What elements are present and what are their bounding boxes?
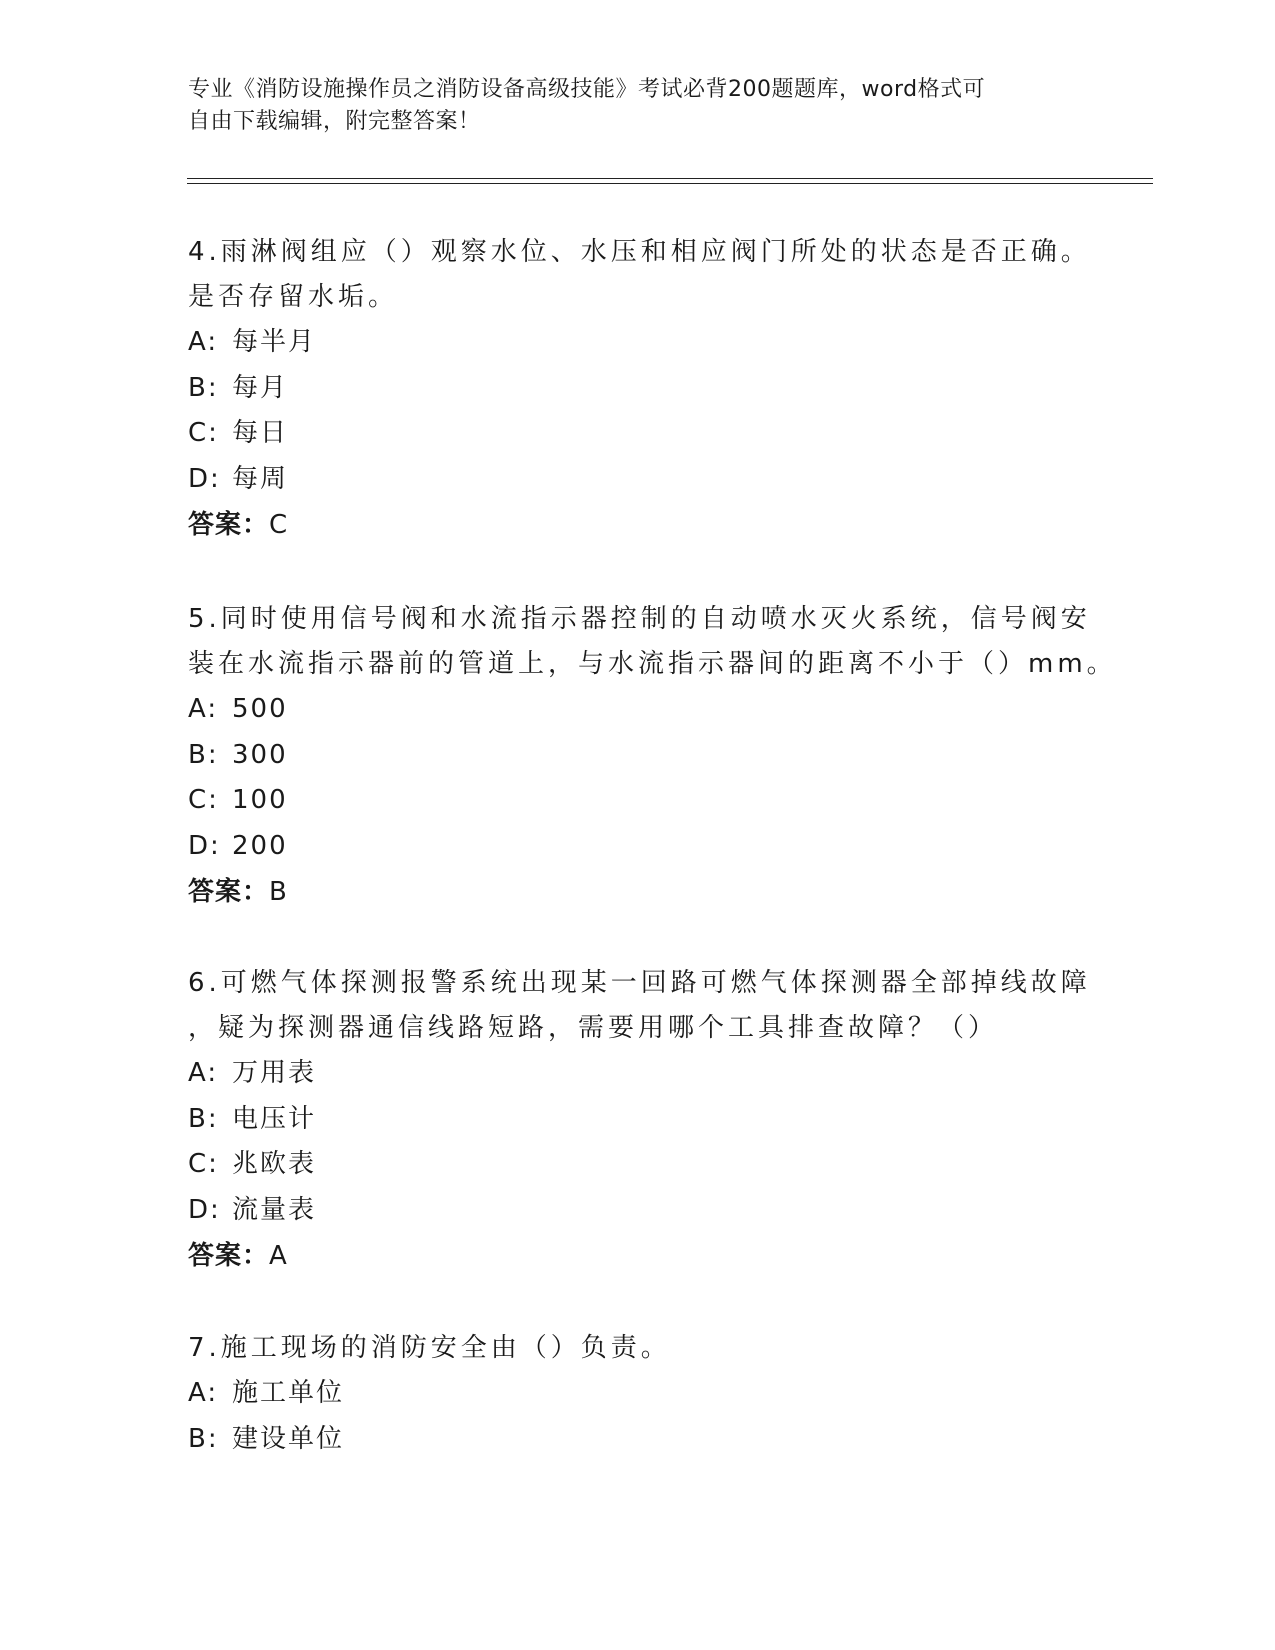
- header-line-1: 专业《消防设施操作员之消防设备高级技能》考试必背200题题库，word格式可: [188, 77, 986, 102]
- answer: [188, 1233, 1088, 1279]
- header-line-2: 自由下载编辑，附完整答案！: [188, 109, 481, 134]
- option-text: 每月: [232, 372, 289, 403]
- option-letter: B:: [188, 1103, 219, 1134]
- answer: [188, 869, 1088, 915]
- option-letter: A:: [188, 1058, 219, 1088]
- document-header: [188, 74, 1068, 138]
- answer-value: A: [269, 1241, 287, 1271]
- option-text: 每周: [232, 463, 289, 494]
- option-letter: C:: [188, 1149, 219, 1179]
- option-b: [188, 366, 1088, 412]
- question-line: 4.雨淋阀组应（）观察水位、水压和相应阀门所处的状态是否正确。: [188, 237, 1091, 267]
- question-4: [188, 230, 1091, 548]
- option-a: [188, 1371, 1088, 1417]
- option-c: [188, 1142, 1088, 1188]
- option-text: 兆欧表: [232, 1149, 317, 1179]
- question-5: [188, 597, 1117, 915]
- option-d: [188, 457, 1088, 503]
- option-d: [188, 824, 1088, 870]
- option-b: [188, 1417, 1088, 1463]
- option-text: 100: [232, 785, 288, 815]
- option-letter: B:: [188, 372, 219, 403]
- question-7: [188, 1326, 1088, 1462]
- question-line: 7.施工现场的消防安全由（）负责。: [188, 1333, 671, 1363]
- option-text: 万用表: [232, 1058, 317, 1088]
- answer: [188, 502, 1088, 548]
- option-letter: D:: [188, 1194, 221, 1225]
- option-text: 300: [232, 739, 288, 770]
- option-letter: A:: [188, 327, 219, 357]
- option-d: [188, 1188, 1088, 1234]
- header-divider-top: [187, 178, 1153, 179]
- option-text: 建设单位: [232, 1423, 345, 1454]
- option-text: 电压计: [232, 1103, 317, 1134]
- question-6: [188, 961, 1091, 1279]
- question-line: 5.同时使用信号阀和水流指示器控制的自动喷水灭火系统，信号阀安: [188, 604, 1091, 634]
- option-b: [188, 733, 1088, 779]
- question-text: [188, 230, 1091, 320]
- option-a: [188, 1051, 1088, 1097]
- option-c: [188, 411, 1088, 457]
- answer-label: 答案：: [188, 1241, 270, 1271]
- answer-value: B: [269, 877, 287, 907]
- option-text: 施工单位: [232, 1378, 345, 1408]
- question-line: 6.可燃气体探测报警系统出现某一回路可燃气体探测器全部掉线故障: [188, 968, 1091, 998]
- option-text: 每半月: [232, 327, 317, 357]
- answer-value: C: [269, 510, 288, 540]
- option-text: 500: [232, 694, 288, 724]
- question-text: [188, 597, 1117, 687]
- option-a: [188, 320, 1088, 366]
- option-b: [188, 1097, 1088, 1143]
- header-divider-bottom: [187, 183, 1153, 184]
- option-text: 每日: [232, 418, 289, 448]
- option-letter: C:: [188, 418, 219, 448]
- question-text: [188, 961, 1091, 1051]
- option-letter: D:: [188, 463, 221, 494]
- question-line: 是否存留水垢。: [188, 282, 399, 312]
- answer-label: 答案：: [188, 510, 270, 540]
- option-letter: A:: [188, 694, 219, 724]
- option-c: [188, 778, 1088, 824]
- question-text: [188, 1326, 1088, 1371]
- question-line: 装在水流指示器前的管道上，与水流指示器间的距离不小于（）mm。: [188, 649, 1117, 679]
- option-a: [188, 687, 1088, 733]
- option-text: 200: [232, 830, 288, 861]
- option-letter: B:: [188, 739, 219, 770]
- option-text: 流量表: [232, 1194, 317, 1225]
- answer-label: 答案：: [188, 877, 270, 907]
- question-line: ，疑为探测器通信线路短路，需要用哪个工具排查故障？（）: [188, 1013, 999, 1043]
- option-letter: C:: [188, 785, 219, 815]
- option-letter: D:: [188, 830, 221, 861]
- option-letter: A:: [188, 1378, 219, 1408]
- option-letter: B:: [188, 1423, 219, 1454]
